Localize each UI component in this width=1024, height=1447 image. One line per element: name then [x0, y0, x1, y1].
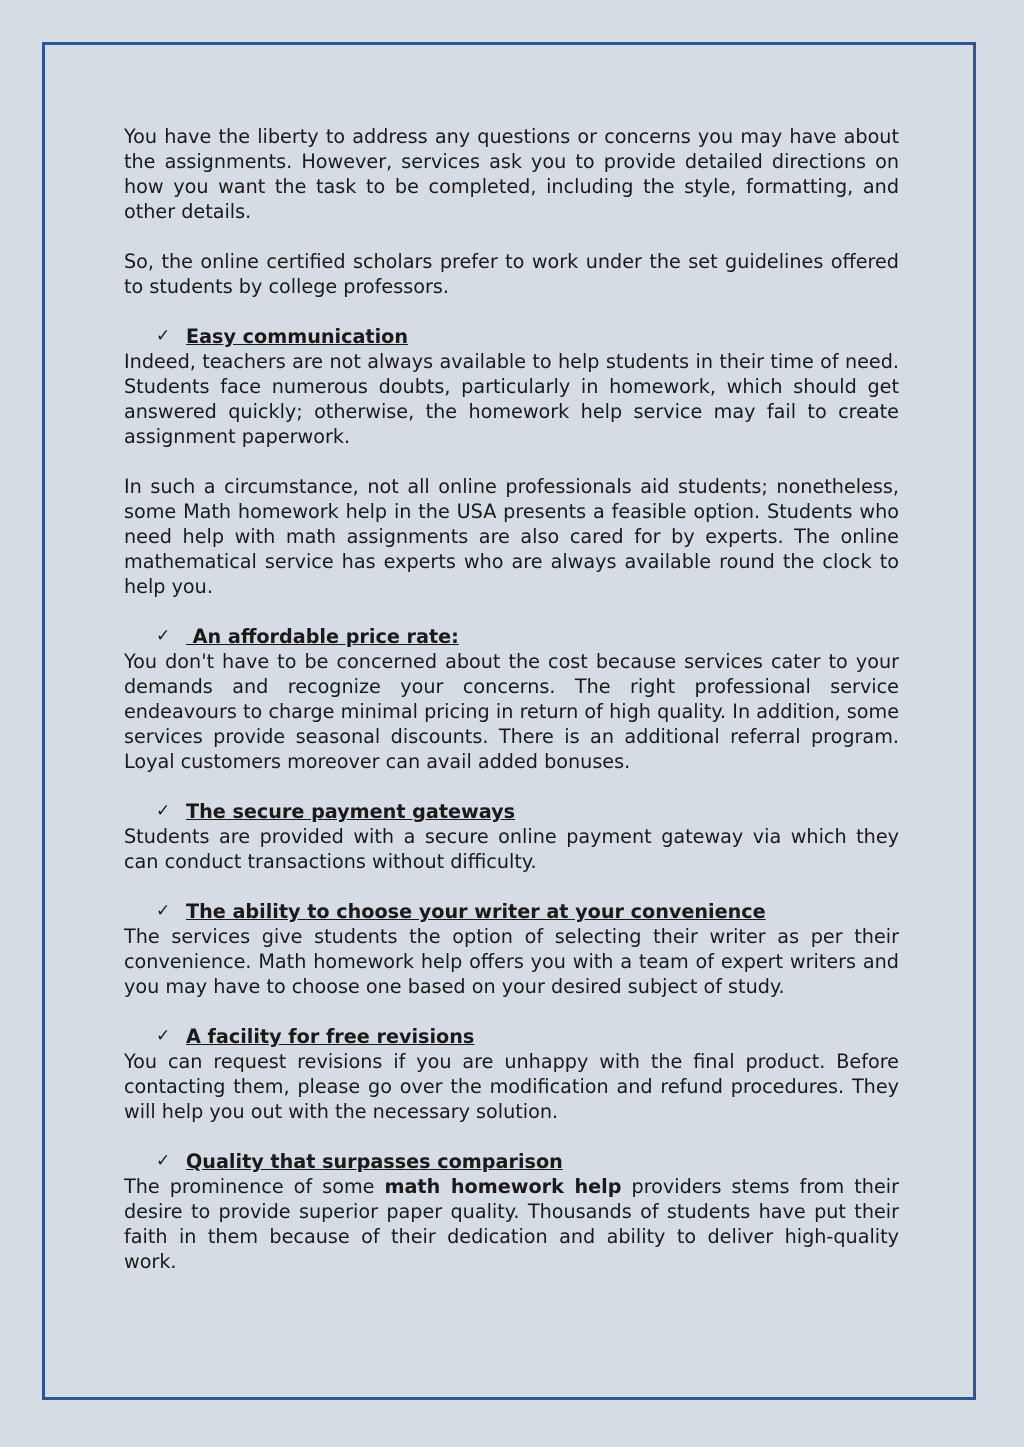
paragraph-text: providers stems from their desire to provide superior paper quality. Thousands of students have put their faith in them because of their dedication and ability to deliver high-quality work. [124, 1175, 899, 1273]
intro-paragraph: You have the liberty to address any questions or concerns you may have about the assignments. However, services ask you to provide detailed directions on how you want the task to be completed, including the style, formatting, and other details. [124, 125, 899, 223]
document-body [124, 124, 899, 1299]
section-paragraph [124, 1174, 899, 1274]
checkmark-icon: ✓ [156, 1026, 171, 1046]
checkmark-icon: ✓ [156, 801, 171, 821]
section-paragraph: Students are provided with a secure online payment gateway via which they can conduct transactions without difficulty. [124, 825, 899, 873]
section-heading [124, 1149, 899, 1174]
section-heading [124, 324, 899, 349]
section-heading-text: The secure payment gateways [186, 800, 516, 823]
section-heading [124, 624, 899, 649]
section-heading-text: The ability to choose your writer at your convenience [186, 900, 766, 923]
section-heading-text: Easy communication [186, 325, 409, 348]
section-heading [124, 1024, 899, 1049]
checkmark-icon: ✓ [156, 626, 171, 646]
section-paragraph: Indeed, teachers are not always available to help students in their time of need. Students face numerous doubts, particularly in homework, which should get answered quickly; otherwise, the homework help service may fail to create assignment paperwork. [124, 350, 899, 448]
keyword-bold: math homework help [384, 1175, 622, 1198]
section-paragraph: The services give students the option of selecting their writer as per their convenience. Math homework help offers you with a team of expert writers and you may have to choose one based on your desired subject of study. [124, 925, 899, 998]
checkmark-icon: ✓ [156, 1151, 171, 1171]
section-paragraph: You don't have to be concerned about the cost because services cater to your demands and recognize your concerns. The right professional service endeavours to charge minimal pricing in return of high quality. In addition, some services provide seasonal discounts. There is an additional referral program. Loyal customers moreover can avail added bonuses. [124, 650, 899, 773]
section-heading-text: A facility for free revisions [186, 1025, 475, 1048]
checkmark-icon: ✓ [156, 901, 171, 921]
section-heading-text: An affordable price rate: [186, 625, 459, 648]
section-heading-text: Quality that surpasses comparison [186, 1150, 563, 1173]
section-heading [124, 799, 899, 824]
intro-paragraph: So, the online certified scholars prefer to work under the set guidelines offered to students by college professors. [124, 250, 899, 298]
section-paragraph: In such a circumstance, not all online professionals aid students; nonetheless, some Math homework help in the USA presents a feasible option. Students who need help with math assignments are also cared for by experts. The online mathematical service has experts who are always available round the clock to help you. [124, 475, 899, 598]
checkmark-icon: ✓ [156, 326, 171, 346]
section-paragraph: You can request revisions if you are unhappy with the final product. Before contacting them, please go over the modification and refund procedures. They will help you out with the necessary solution. [124, 1050, 899, 1123]
section-heading [124, 899, 899, 924]
paragraph-text: The prominence of some [124, 1175, 385, 1198]
